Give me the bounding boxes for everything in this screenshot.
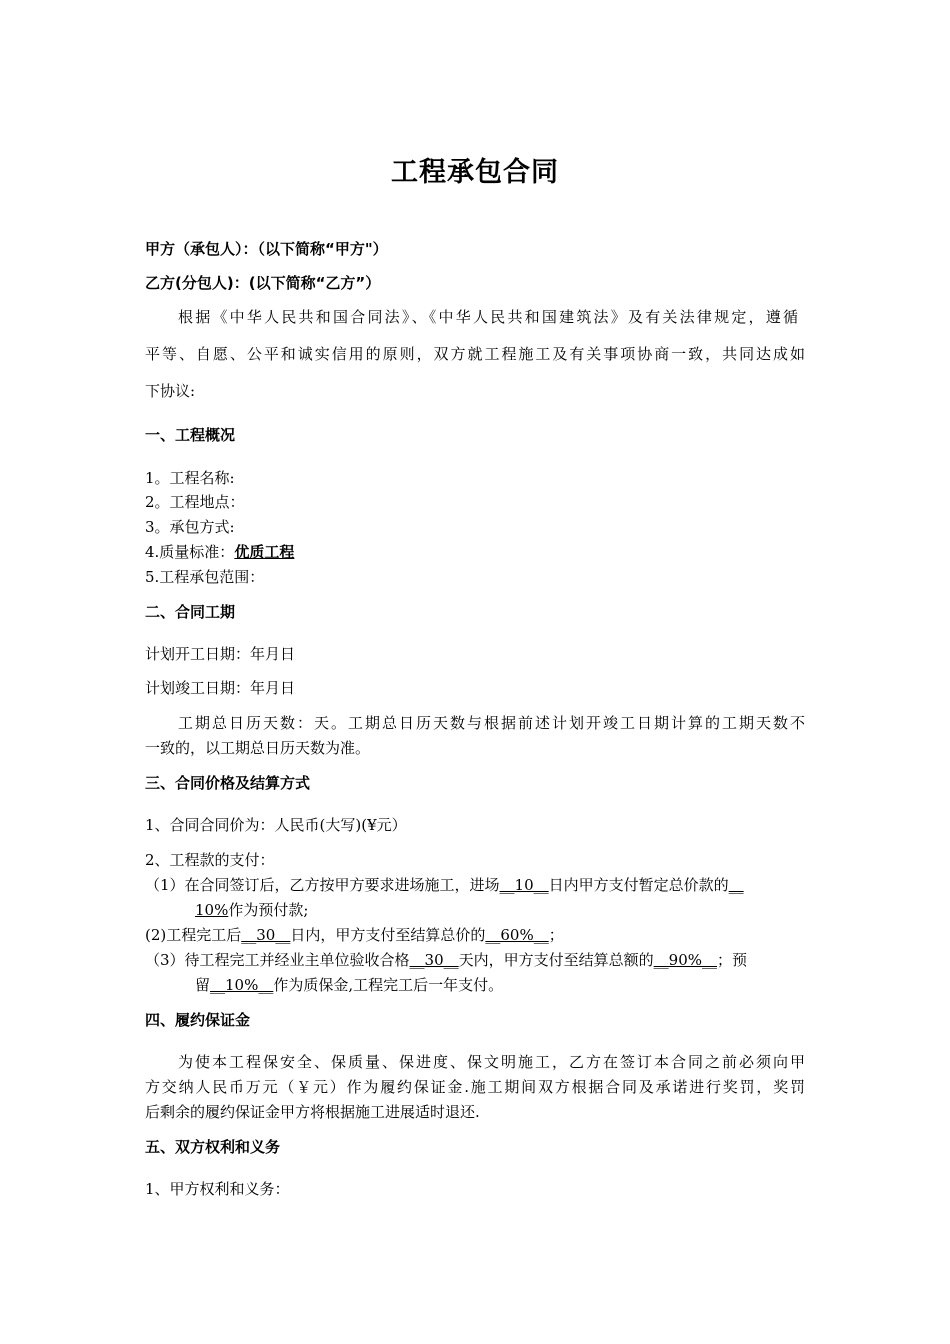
intro-line-1: 根据《中华人民共和国合同法》、《中华人民共和国建筑法》及有关法律规定，遵循 — [178, 308, 798, 326]
payment-term-3: （3）待工程完工并经业主单位验收合格__30__天内，甲方支付至结算总额的__90%__；预 — [145, 951, 748, 969]
document-title: 工程承包合同 — [391, 157, 559, 188]
overview-item-1: 1。工程名称: — [145, 469, 235, 487]
duration-line-1: 工期总日历天数：天。工期总日历天数与根据前述计划开竣工日期计算的工期天数不 — [178, 714, 805, 732]
payment-term-3-cont: 留__10%__作为质保金,工程完工后一年支付。 — [195, 976, 504, 994]
intro-line-2: 平等、自愿、公平和诚实信用的原则，双方就工程施工及有关事项协商一致，共同达成如 — [145, 345, 805, 363]
party-b-line: 乙方(分包人)：(以下简称“乙方”） — [145, 274, 381, 292]
retention-percent: __10%__ — [210, 976, 274, 994]
section-3-heading: 三、合同价格及结算方式 — [145, 774, 311, 792]
advance-percent: 10% — [195, 901, 229, 919]
party-a-rights: 1、甲方权利和义务： — [145, 1180, 290, 1198]
planned-end-date: 计划竣工日期：年月日 — [145, 679, 296, 697]
advance-days: __10__ — [499, 876, 549, 894]
contract-price: 1、合同合同价为：人民币(大写)(¥元） — [145, 816, 407, 834]
acceptance-percent: __90%__ — [653, 951, 717, 969]
overview-item-4 — [145, 541, 294, 562]
payment-term-1: （1）在合同签订后，乙方按甲方要求进场施工，进场__10__日内甲方支付暂定总价款的__ — [145, 876, 744, 894]
completion-days: __30__ — [241, 926, 291, 944]
payment-heading: 2、工程款的支付： — [145, 851, 275, 869]
overview-item-3: 3。承包方式: — [145, 518, 235, 536]
acceptance-days: __30__ — [409, 951, 459, 969]
section-1-heading: 一、工程概况 — [145, 426, 236, 444]
quality-label: 4.质量标准： — [145, 543, 235, 561]
completion-percent: __60%__ — [485, 926, 549, 944]
bond-line-2: 方交纳人民币万元（￥元）作为履约保证金.施工期间双方根据合同及承诺进行奖罚，奖罚 — [145, 1078, 805, 1096]
duration-line-2: 一致的，以工期总日历天数为准。 — [145, 739, 371, 757]
bond-line-1: 为使本工程保安全、保质量、保进度、保文明施工，乙方在签订本合同之前必须向甲 — [178, 1053, 805, 1071]
party-a-line: 甲方（承包人）：（以下简称“甲方"） — [145, 240, 388, 258]
quality-value: 优质工程 — [234, 543, 295, 561]
intro-line-3: 下协议: — [145, 382, 196, 400]
section-4-heading: 四、履约保证金 — [145, 1011, 251, 1029]
planned-start-date: 计划开工日期：年月日 — [145, 645, 296, 663]
payment-term-2: (2)工程完工后__30__日内，甲方支付至结算总价的__60%__； — [145, 926, 564, 944]
section-5-heading: 五、双方权利和义务 — [145, 1138, 281, 1156]
payment-term-1-cont: 10%作为预付款; — [195, 901, 309, 919]
bond-line-3: 后剩余的履约保证金甲方将根据施工进展适时退还. — [145, 1103, 480, 1121]
overview-item-2: 2。工程地点： — [145, 493, 245, 511]
section-2-heading: 二、合同工期 — [145, 603, 236, 621]
overview-item-5: 5.工程承包范围： — [145, 568, 265, 586]
